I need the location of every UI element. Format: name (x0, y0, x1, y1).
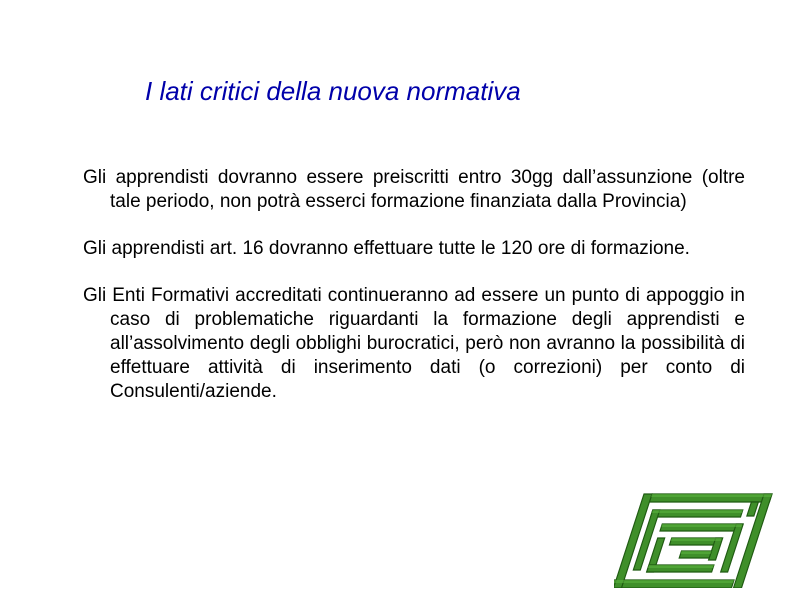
hedge-maze-icon (614, 488, 774, 588)
slide-title: I lati critici della nuova normativa (145, 76, 521, 106)
paragraph-preiscrizione: Gli apprendisti dovranno essere preiscritti entro 30gg dall’assunzione (oltre tale periodo, non potrà esserci formazione finanziata dalla Provincia) (83, 167, 745, 212)
paragraph-enti-formativi: Gli Enti Formativi accreditati continueranno ad essere un punto di appoggio in caso di problematiche riguardanti la formazione degli apprendisti e all’assolvimento degli obblighi burocratici, però non avranno la possibilità di effettuare attività di inserimento dati (o correzioni) per conto di Consulenti/aziende. (83, 285, 745, 402)
paragraph-ore-formazione: Gli apprendisti art. 16 dovranno effettuare tutte le 120 ore di formazione. (83, 238, 690, 259)
slide-body (83, 166, 745, 427)
